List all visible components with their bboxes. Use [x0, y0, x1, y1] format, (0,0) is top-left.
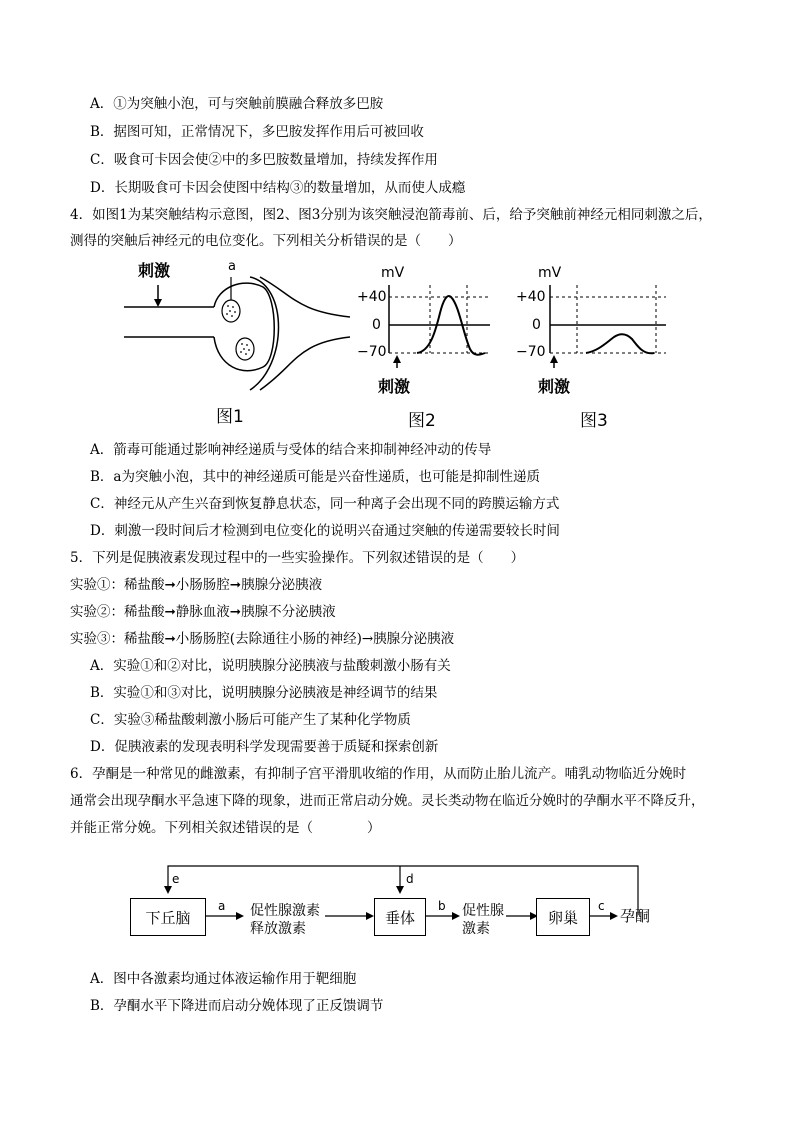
q5-option-b: B．实验①和③对比，说明胰腺分泌胰液是神经调节的结果 [90, 685, 438, 701]
q5-experiment-3: 实验③：稀盐酸➞小肠肠腔(去除通往小肠的神经)→胰腺分泌胰液 [70, 631, 455, 647]
q4-option-c: C．神经元从产生兴奋到恢复静息状态，同一种离子会出现不同的跨膜运输方式 [90, 496, 560, 512]
gth-line2: 激素 [462, 921, 490, 937]
hypothalamus-box: 下丘脑 [130, 898, 206, 936]
q3-option-a: A．①为突触小泡，可与突触前膜融合释放多巴胺 [90, 96, 384, 112]
q5-option-c: C．实验③稀盐酸刺激小肠后可能产生了某种化学物质 [90, 712, 411, 728]
gnrh-line1: 促性腺激素 [250, 903, 320, 919]
fig2-tick-bot: −70 [357, 344, 387, 360]
q3-option-c: C．吸食可卡因会使②中的多巴胺数量增加，持续发挥作用 [90, 152, 438, 168]
q3-option-d: D．长期吸食可卡因会使图中结构③的数量增加，从而使人成瘾 [90, 180, 466, 196]
fig3-unit: mV [538, 265, 562, 281]
label-b: b [438, 899, 446, 913]
fig1-caption: 图1 [216, 407, 244, 427]
fig3-potential-graph [546, 283, 671, 368]
fig3-stimulus-label: 刺激 [538, 377, 571, 396]
fig3-tick-mid: 0 [532, 317, 541, 333]
gth-line1: 促性腺 [462, 903, 504, 919]
q6-option-a: A．图中各激素均通过体液运输作用于靶细胞 [90, 971, 357, 987]
fig3-tick-bot: −70 [516, 344, 546, 360]
q4-stem-line2: 测得的突触后神经元的电位变化。下列相关分析错误的是（ ） [70, 233, 462, 249]
q6-stem-line3: 并能正常分娩。下列相关叙述错误的是（ ） [70, 820, 381, 836]
fig2-caption: 图2 [408, 411, 436, 431]
q5-experiment-1: 实验①：稀盐酸➞小肠肠腔➞胰腺分泌胰液 [70, 577, 323, 593]
fig3-tick-top: +40 [516, 289, 546, 305]
q4-stem-line1: 4．如图1为某突触结构示意图，图2、图3分别为该突触浸泡箭毒前、后，给予突触前神经元相同刺激之后， [70, 207, 712, 223]
vesicle-a [222, 300, 240, 322]
fig2-tick-mid: 0 [372, 317, 381, 333]
q3-option-b: B．据图可知，正常情况下，多巴胺发挥作用后可被回收 [90, 124, 424, 140]
q4-option-d: D．刺激一段时间后才检测到电位变化的说明兴奋通过突触的传递需要较长时间 [90, 523, 560, 539]
label-e: e [172, 872, 180, 886]
fig3-caption: 图3 [580, 411, 608, 431]
q5-option-d: D．促胰液素的发现表明科学发现需要善于质疑和探索创新 [90, 739, 439, 755]
q5-experiment-2: 实验②：稀盐酸➞静脉血液➞胰腺不分泌胰液 [70, 604, 336, 620]
ovary-box: 卵巢 [536, 898, 590, 936]
fig2-unit: mV [381, 265, 405, 281]
label-d: d [406, 872, 414, 886]
q6-option-b: B．孕酮水平下降进而启动分娩体现了正反馈调节 [90, 998, 384, 1014]
label-c: c [598, 899, 605, 913]
progesterone-label: 孕酮 [620, 907, 651, 925]
q6-stem-line1: 6．孕酮是一种常见的雌激素，有抑制子宫平滑肌收缩的作用，从而防止胎儿流产。哺乳动物临近分娩时 [70, 766, 687, 782]
fig1-label-a: a [228, 259, 236, 274]
fig1-stimulus-label: 刺激 [138, 261, 171, 280]
q5-option-a: A．实验①和②对比，说明胰腺分泌胰液与盐酸刺激小肠有关 [90, 658, 451, 674]
q4-option-a: A．箭毒可能通过影响神经递质与受体的结合来抑制神经冲动的传导 [90, 442, 492, 458]
gnrh-line2: 释放激素 [250, 921, 306, 937]
fig2-potential-graph [385, 283, 495, 368]
q6-stem-line2: 通常会出现孕酮水平急速下降的现象，进而正常启动分娩。灵长类动物在临近分娩时的孕酮水平不降反升， [70, 793, 705, 809]
q5-stem: 5．下列是促胰液素发现过程中的一些实验操作。下列叙述错误的是（ ） [70, 550, 525, 566]
q4-option-b: B．a为突触小泡，其中的神经递质可能是兴奋性递质，也可能是抑制性递质 [90, 469, 540, 485]
fig2-tick-top: +40 [357, 289, 387, 305]
fig2-stimulus-label: 刺激 [378, 377, 411, 396]
pituitary-box: 垂体 [374, 898, 426, 936]
label-a: a [218, 899, 226, 913]
